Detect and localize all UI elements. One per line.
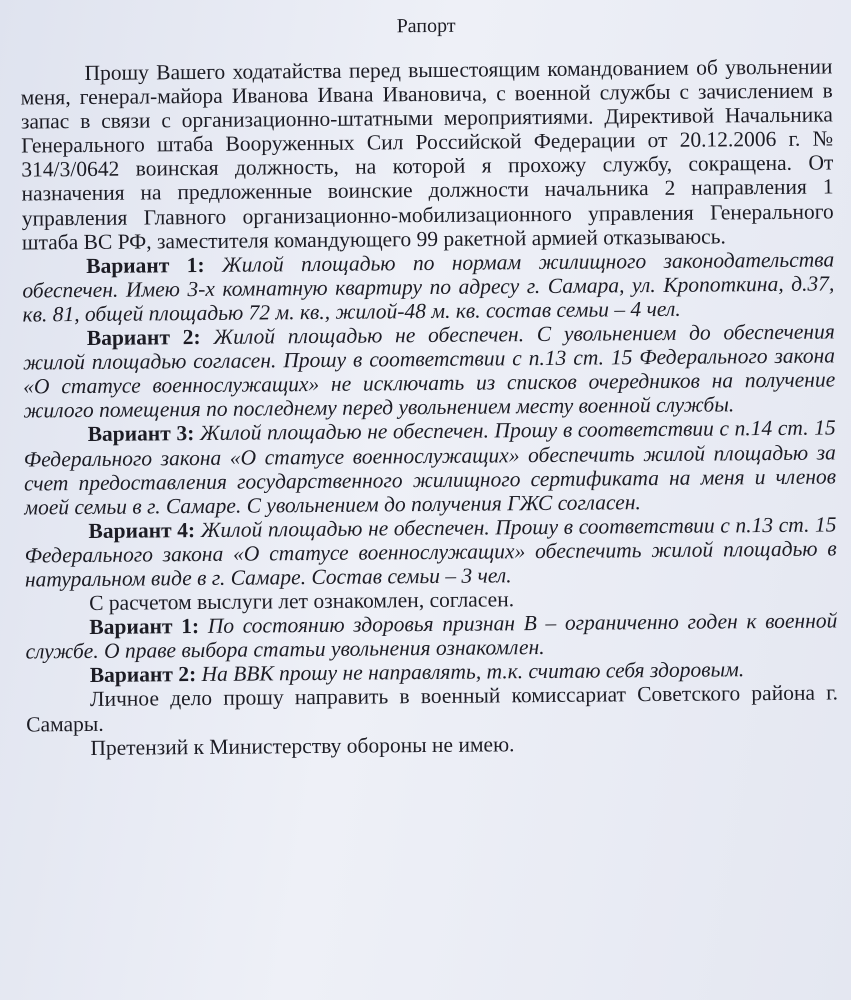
document-title: Рапорт <box>396 14 456 38</box>
housing-variant-4 <box>24 512 837 591</box>
variant-text: Жилой площадью не обеспечен. Прошу в соответствии с п.13 ст. 15 Федерального закона «О статусе военнослужащих» обеспечить жилой площадью в натуральном виде в г. Самаре. Состав семьи – 3 чел. <box>24 512 837 592</box>
variant-text: Жилой площадью не обеспечен. С увольнением до обеспечения жилой площадью согласен. Прошу в соответствии с п.13 ст. 15 Федерального закона «О статусе военнослужащих» не исключать из списков очередников на получение жилого помещения по последнему перед увольнением месту военной службы. <box>22 319 836 423</box>
housing-variant-2 <box>23 319 836 422</box>
variant-text: Жилой площадью не обеспечен. Прошу в соответствии с п.14 ст. 15 Федерального закона «О статусе военнослужащих» обеспечить жилой площадью за счет предоставления государственного жилищного сертификата на меня и членов моей семьи в г. Самаре. С увольнением до получения ГЖС согласен. <box>23 415 837 520</box>
report-page <box>20 10 838 760</box>
variant-label: Вариант 2: <box>89 662 197 688</box>
intro-paragraph: Прошу Вашего ходатайства перед вышестоящим командованием об увольнении меня, генерал-майора Иванова Ивана Ивановича, с военной службы с зачислением в запас в связи с организационно-штатными мероприятиями. Директивой Начальника Генерального штаба Вооруженных Сил Российской Федерации от 20.12.2006 г. № 314/3/0642 воинская должность, на которой я прохожу службу, сокращена. От назначения на предложенные воинские должности начальника 2 направления 1 управления Главного организационно-мобилизационного управления Генерального штаба ВС РФ, заместителя командующего 99 ракетной армией отказываюсь. <box>20 54 834 255</box>
variant-label: Вариант 1: <box>86 252 205 278</box>
personal-file-paragraph: Личное дело прошу направить в военный комиссариат Советского района г. Самары. <box>26 680 839 737</box>
health-variant-1 <box>25 609 837 664</box>
service-length-paragraph: С расчетом выслуги лет ознакомлен, согласен. <box>89 587 515 616</box>
variant-label: Вариант 2: <box>86 325 201 351</box>
variant-label: Вариант 4: <box>88 517 196 543</box>
variant-text: Жилой площадью по нормам жилищного законодательства обеспечен. Имею 3-х комнатную квартиру по адресу г. Самара, ул. Кропоткина, д.37, кв. 81, общей площадью 72 м. кв., жилой-48 м. кв. состав семьи – 4 чел. <box>22 247 835 327</box>
variant-label: Вариант 3: <box>87 421 195 447</box>
housing-variant-3 <box>24 416 837 519</box>
variant-label: Вариант 1: <box>89 614 200 640</box>
housing-variant-1 <box>22 247 835 326</box>
no-claims-paragraph: Претензий к Министерству обороны не имею. <box>90 731 515 760</box>
variant-text: На ВВК прошу не направлять, т.к. считаю себя здоровым. <box>201 657 745 687</box>
variant-text: По состоянию здоровья признан В – ограниченно годен к военной службе. О праве выбора статьи увольнения ознакомлен. <box>25 608 838 664</box>
